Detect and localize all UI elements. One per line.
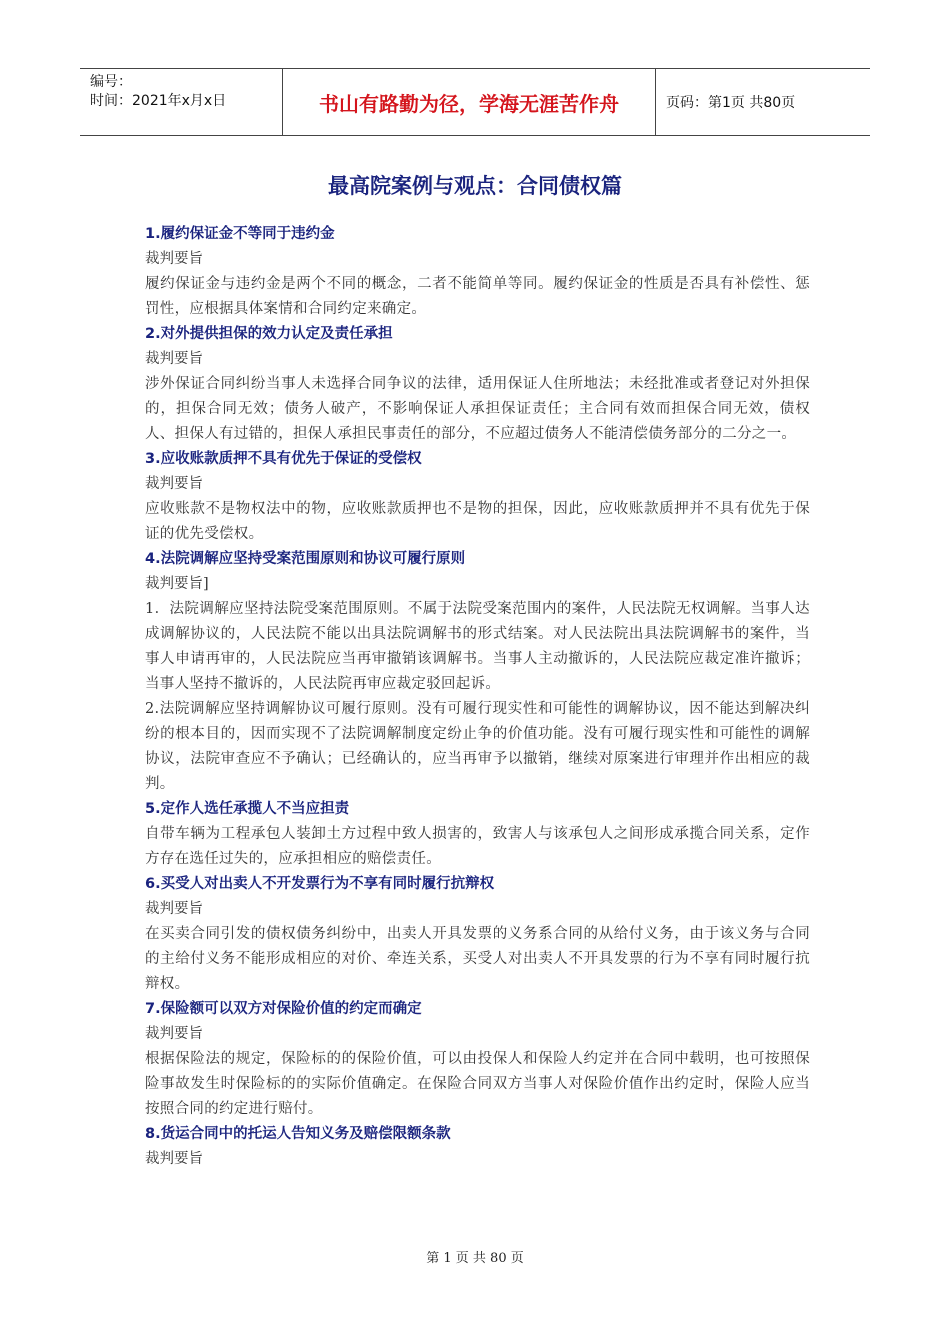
document-body (145, 222, 810, 1172)
header-table (80, 68, 870, 136)
document-title: 最高院案例与观点：合同债权篇 (328, 174, 622, 198)
section-subheading: 裁判要旨] (145, 576, 209, 592)
section-paragraph: 根据保险法的规定，保险标的的保险价值，可以由投保人和保险人约定并在合同中载明，也可按照保险事故发生时保险标的的实际价值确定。在保险合同双方当事人对保险价值作出约定时，保险人应当按照合同的约定进行赔付。 (145, 1051, 810, 1117)
section-heading: 6.买受人对出卖人不开发票行为不享有同时履行抗辩权 (145, 876, 495, 892)
section-heading: 5.定作人选任承揽人不当应担责 (145, 801, 350, 817)
section-subheading: 裁判要旨 (145, 351, 203, 367)
section-paragraph: 应收账款不是物权法中的物，应收账款质押也不是物的担保，因此，应收账款质押并不具有优先于保证的优先受偿权。 (145, 501, 810, 542)
section-heading: 7.保险额可以双方对保险价值的约定而确定 (145, 1001, 422, 1017)
section-heading: 1.履约保证金不等同于违约金 (145, 226, 335, 242)
section-heading: 2.对外提供担保的效力认定及责任承担 (145, 326, 393, 342)
section-paragraph: 1．法院调解应坚持法院受案范围原则。不属于法院受案范围内的案件，人民法院无权调解。当事人达成调解协议的，人民法院不能以出具法院调解书的形式结案。对人民法院出具法院调解书的案件，当事人申请再审的，人民法院应当再审撤销该调解书。当事人主动撤诉的，人民法院应裁定准许撤诉；当事人坚持不撤诉的，人民法院再审应裁定驳回起诉。 (145, 601, 810, 692)
section-subheading: 裁判要旨 (145, 901, 203, 917)
section-subheading: 裁判要旨 (145, 251, 203, 267)
section-subheading: 裁判要旨 (145, 1151, 203, 1167)
section-paragraph: 履约保证金与违约金是两个不同的概念，二者不能简单等同。履约保证金的性质是否具有补偿性、惩罚性，应根据具体案情和合同约定来确定。 (145, 276, 810, 317)
section-paragraph: 自带车辆为工程承包人装卸土方过程中致人损害的，致害人与该承包人之间形成承揽合同关系，定作方存在选任过失的，应承担相应的赔偿责任。 (145, 826, 810, 867)
section-paragraph: 涉外保证合同纠纷当事人未选择合同争议的法律，适用保证人住所地法；未经批准或者登记对外担保的，担保合同无效；债务人破产，不影响保证人承担保证责任；主合同有效而担保合同无效，债权人、担保人有过错的，担保人承担民事责任的部分，不应超过债务人不能清偿债务部分的二分之一。 (145, 376, 810, 442)
header-motto: 书山有路勤为径，学海无涯苦作舟 (282, 69, 656, 135)
header-left-cell (80, 69, 282, 135)
section-subheading: 裁判要旨 (145, 476, 203, 492)
number-label: 编号： (90, 74, 132, 90)
section-heading: 3.应收账款质押不具有优先于保证的受偿权 (145, 451, 422, 467)
section-subheading: 裁判要旨 (145, 1026, 203, 1042)
section-heading: 8.货运合同中的托运人告知义务及赔偿限额条款 (145, 1126, 451, 1142)
time-label: 时间：2021年x月x日 (90, 93, 227, 109)
header-page-info: 页码：第1页 共80页 (666, 95, 796, 111)
section-paragraph: 在买卖合同引发的债权债务纠纷中，出卖人开具发票的义务系合同的从给付义务，由于该义务与合同的主给付义务不能形成相应的对价、牵连关系，买受人对出卖人不开具发票的行为不享有同时履行抗辩权。 (145, 926, 810, 992)
section-paragraph: 2.法院调解应坚持调解协议可履行原则。没有可履行现实性和可能性的调解协议，因不能达到解决纠纷的根本目的，因而实现不了法院调解制度定纷止争的价值功能。没有可履行现实性和可能性的调解协议，法院审查应不予确认；已经确认的，应当再审予以撤销，继续对原案进行审理并作出相应的裁判。 (145, 701, 810, 792)
page-footer: 第 1 页 共 80 页 (426, 1251, 524, 1266)
section-heading: 4.法院调解应坚持受案范围原则和协议可履行原则 (145, 551, 466, 567)
